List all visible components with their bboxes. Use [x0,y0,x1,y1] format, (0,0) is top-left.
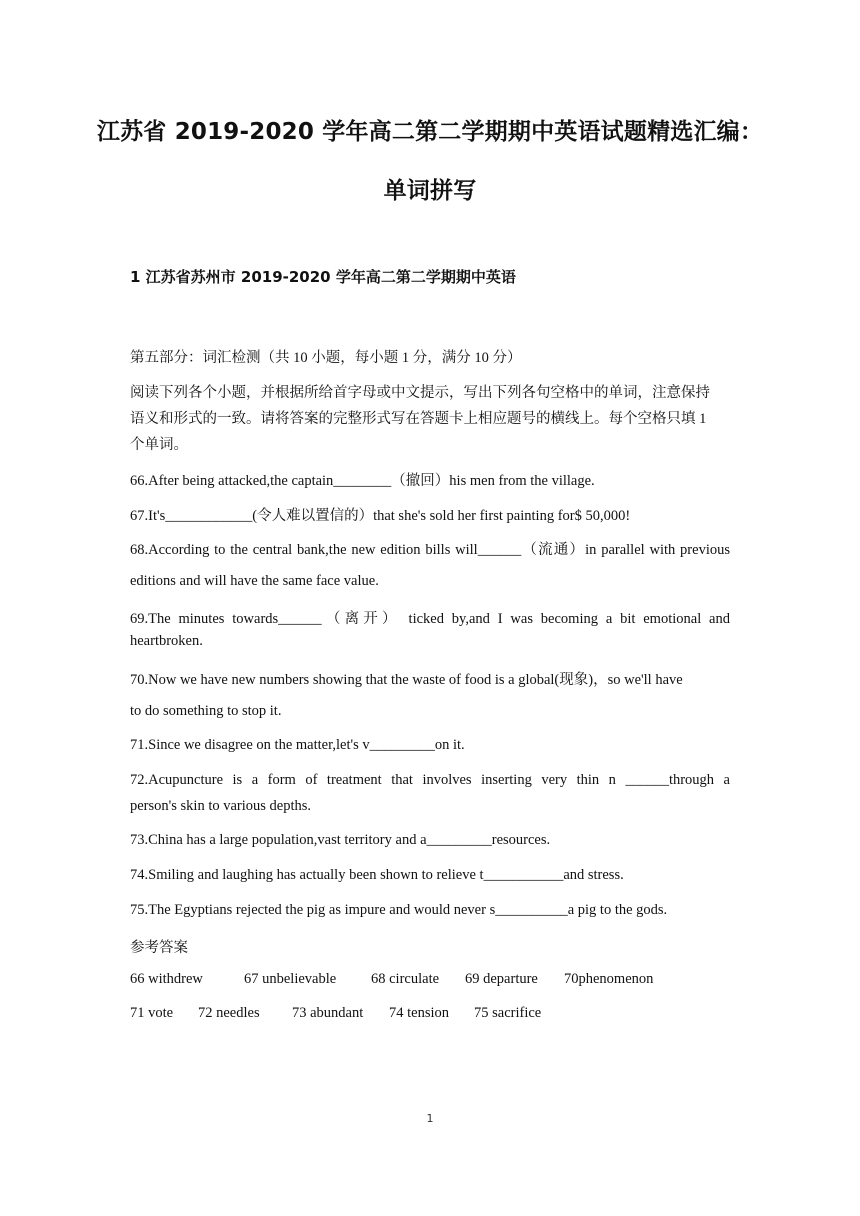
instructions-line-2: 语义和形式的一致。请将答案的完整形式写在答题卡上相应题号的横线上。每个空格只填 1 [130,411,707,427]
instructions-line-1: 阅读下列各个小题，并根据所给首字母或中文提示，写出下列各句空格中的单词，注意保持 [130,385,710,401]
instructions-line-3: 个单词。 [130,437,188,453]
answer-71: 71 vote [130,1005,174,1021]
question-70-line-2: to do something to stop it. [130,703,282,719]
question-69-line-2: heartbroken. [130,633,203,649]
part-header: 第五部分：词汇检测（共 10 小题，每小题 1 分，满分 10 分） [130,350,522,366]
answer-70: 70phenomenon [564,971,654,987]
question-66: 66.After being attacked,the captain________（撤回）his men from the village. [130,473,595,489]
answer-72: 72 needles [198,1005,260,1021]
question-73: 73.China has a large population,vast territory and a_________resources. [130,832,551,848]
answers-row-2 [130,1005,541,1022]
question-68-line-2: editions and will have the same face value. [130,573,379,589]
answer-69: 69 departure [465,971,538,987]
answer-68: 68 circulate [371,971,440,987]
question-70-line-1: 70.Now we have new numbers showing that the waste of food is a global(现象)，so we'll have [130,672,683,688]
answer-73: 73 abundant [292,1005,364,1021]
question-71: 71.Since we disagree on the matter,let's v_________on it. [130,737,465,753]
page-number: 1 [426,1112,434,1125]
question-68-line-1: 68.According to the central bank,the new edition bills will______（流通）in parallel with previous [130,542,730,558]
question-75: 75.The Egyptians rejected the pig as impure and would never s__________a pig to the gods. [130,902,668,918]
answer-67: 67 unbelievable [244,971,337,987]
document-title-line-2: 单词拼写 [383,178,477,204]
answers-label: 参考答案 [130,940,188,956]
question-69-line-1: 69.The minutes towards______（离开） ticked by,and I was becoming a bit emotional and [130,611,730,627]
section-heading: 1 江苏省苏州市 2019-2020 学年高二第二学期期中英语 [130,268,516,286]
answers-row-1 [130,971,653,988]
answer-66: 66 withdrew [130,971,203,987]
question-74: 74.Smiling and laughing has actually been shown to relieve t___________and stress. [130,867,624,883]
question-72-line-1: 72.Acupuncture is a form of treatment that involves inserting very thin n ______through a [130,772,730,788]
question-72-line-2: person's skin to various depths. [130,798,312,814]
answer-74: 74 tension [389,1005,450,1021]
question-67: 67.It's____________(令人难以置信的）that she's sold her first painting for$ 50,000! [130,508,631,524]
document-title-line-1: 江苏省 2019-2020 学年高二第二学期期中英语试题精选汇编： [96,119,764,145]
answer-75: 75 sacrifice [474,1005,542,1021]
